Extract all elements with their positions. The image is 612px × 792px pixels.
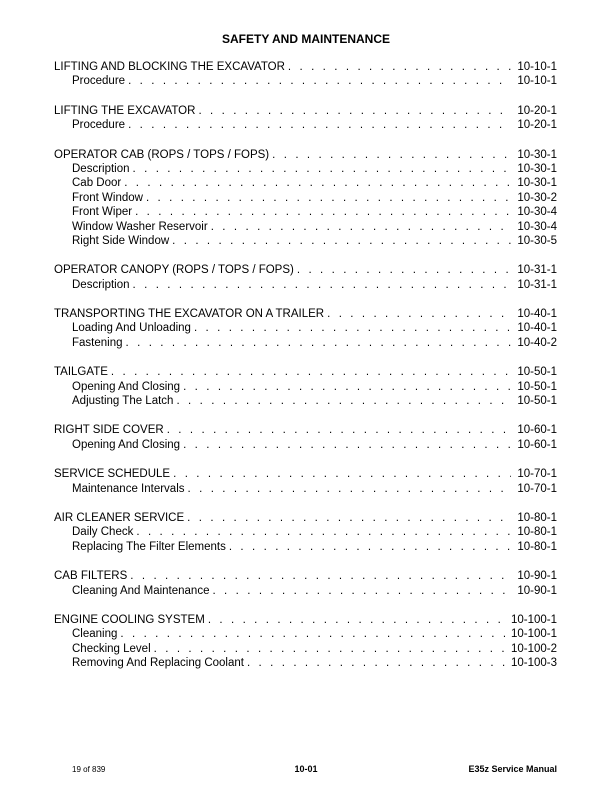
toc-entry-label: Front Window — [72, 191, 143, 204]
dot-leader — [135, 205, 511, 219]
toc-entry-label: Description — [72, 162, 130, 175]
toc-section — [54, 148, 557, 249]
table-of-contents — [54, 60, 557, 686]
dot-leader — [128, 118, 511, 132]
dot-leader — [208, 613, 505, 627]
toc-subentry — [54, 525, 557, 539]
toc-entry-page: 10-100-1 — [510, 628, 557, 641]
toc-entry-page: 10-10-1 — [517, 75, 557, 88]
toc-entry-page: 10-20-1 — [517, 119, 557, 132]
toc-entry-label: Right Side Window — [72, 234, 170, 247]
toc-subentry — [54, 336, 557, 350]
toc-section-heading — [54, 60, 557, 74]
toc-subentry — [54, 482, 557, 496]
toc-entry-page: 10-30-4 — [517, 220, 557, 233]
toc-entry-page: 10-60-1 — [517, 438, 557, 451]
toc-entry-page: 10-70-1 — [517, 482, 557, 495]
toc-entry-label: ENGINE COOLING SYSTEM — [54, 613, 205, 626]
toc-entry-page: 10-30-2 — [517, 191, 557, 204]
toc-section-heading — [54, 569, 557, 583]
toc-section — [54, 307, 557, 350]
dot-leader — [187, 511, 511, 525]
toc-entry-label: Cleaning And Maintenance — [72, 584, 210, 597]
toc-subentry — [54, 394, 557, 408]
toc-entry-page: 10-60-1 — [517, 424, 557, 437]
toc-entry-page: 10-40-1 — [517, 322, 557, 335]
dot-leader — [133, 162, 512, 176]
dot-leader — [188, 482, 512, 496]
toc-section-heading — [54, 263, 557, 277]
toc-entry-page: 10-100-1 — [510, 613, 557, 626]
toc-subentry — [54, 380, 557, 394]
toc-subentry — [54, 74, 557, 88]
toc-subentry — [54, 191, 557, 205]
dot-leader — [146, 191, 511, 205]
toc-entry-label: Procedure — [72, 119, 126, 132]
toc-entry-label: Description — [72, 278, 130, 291]
dot-leader — [133, 278, 512, 292]
dot-leader — [130, 569, 511, 583]
toc-entry-label: Cleaning — [72, 628, 118, 641]
toc-entry-label: Daily Check — [72, 526, 134, 539]
toc-subentry — [54, 176, 557, 190]
toc-subentry — [54, 321, 557, 335]
toc-subentry — [54, 438, 557, 452]
footer-page-count: 19 of 839 — [72, 765, 106, 774]
toc-entry-label: CAB FILTERS — [54, 570, 128, 583]
dot-leader — [176, 394, 511, 408]
toc-section-heading — [54, 613, 557, 627]
dot-leader — [229, 540, 512, 554]
toc-section-heading — [54, 467, 557, 481]
dot-leader — [327, 307, 511, 321]
toc-entry-label: Opening And Closing — [72, 438, 181, 451]
toc-entry-page: 10-80-1 — [517, 540, 557, 553]
toc-entry-label: Fastening — [72, 336, 123, 349]
toc-section-heading — [54, 307, 557, 321]
toc-entry-label: Cab Door — [72, 177, 122, 190]
dot-leader — [111, 365, 511, 379]
toc-subentry — [54, 642, 557, 656]
dot-leader — [124, 176, 511, 190]
toc-entry-label: OPERATOR CANOPY (ROPS / TOPS / FOPS) — [54, 264, 294, 277]
toc-section — [54, 467, 557, 496]
toc-entry-label: Loading And Unloading — [72, 322, 191, 335]
toc-subentry — [54, 278, 557, 292]
toc-section — [54, 263, 557, 292]
toc-section-heading — [54, 148, 557, 162]
dot-leader — [136, 525, 511, 539]
toc-entry-label: Removing And Replacing Coolant — [72, 657, 244, 670]
toc-subentry — [54, 584, 557, 598]
toc-subentry — [54, 656, 557, 670]
dot-leader — [120, 627, 505, 641]
toc-section — [54, 613, 557, 671]
toc-section-heading — [54, 423, 557, 437]
toc-entry-label: AIR CLEANER SERVICE — [54, 511, 185, 524]
dot-leader — [126, 336, 512, 350]
toc-entry-label: LIFTING AND BLOCKING THE EXCAVATOR — [54, 61, 285, 73]
dot-leader — [173, 467, 511, 481]
toc-entry-page: 10-100-3 — [510, 657, 557, 670]
dot-leader — [297, 263, 512, 277]
toc-subentry — [54, 540, 557, 554]
dot-leader — [247, 656, 505, 670]
toc-subentry — [54, 205, 557, 219]
toc-entry-page: 10-30-1 — [517, 162, 557, 175]
dot-leader — [198, 104, 511, 118]
toc-section — [54, 365, 557, 408]
toc-entry-page: 10-100-2 — [510, 642, 557, 655]
dot-leader — [272, 148, 511, 162]
dot-leader — [212, 584, 511, 598]
dot-leader — [194, 321, 511, 335]
toc-entry-page: 10-90-1 — [517, 570, 557, 583]
toc-entry-label: TAILGATE — [54, 366, 108, 379]
toc-entry-page: 10-50-1 — [517, 366, 557, 379]
footer-manual-title: E35z Service Manual — [468, 764, 557, 774]
toc-subentry — [54, 118, 557, 132]
toc-entry-label: OPERATOR CAB (ROPS / TOPS / FOPS) — [54, 148, 270, 161]
toc-section — [54, 60, 557, 89]
toc-entry-page: 10-10-1 — [517, 61, 557, 73]
toc-entry-page: 10-80-1 — [517, 526, 557, 539]
toc-entry-page: 10-30-4 — [517, 206, 557, 219]
toc-subentry — [54, 234, 557, 248]
toc-section-heading — [54, 365, 557, 379]
toc-entry-label: SERVICE SCHEDULE — [54, 468, 171, 481]
toc-subentry — [54, 162, 557, 176]
page-title: SAFETY AND MAINTENANCE — [221, 32, 390, 46]
toc-section — [54, 423, 557, 452]
dot-leader — [211, 220, 512, 234]
toc-entry-label: Procedure — [72, 75, 126, 88]
toc-entry-page: 10-30-1 — [517, 148, 557, 161]
toc-entry-page: 10-31-1 — [517, 278, 557, 291]
dot-leader — [183, 438, 511, 452]
toc-entry-label: Checking Level — [72, 642, 151, 655]
dot-leader — [167, 423, 512, 437]
toc-entry-label: Maintenance Intervals — [72, 482, 185, 495]
dot-leader — [128, 74, 511, 88]
toc-entry-label: RIGHT SIDE COVER — [54, 424, 164, 437]
toc-entry-page: 10-30-1 — [517, 177, 557, 190]
dot-leader — [288, 60, 511, 74]
toc-entry-label: Adjusting The Latch — [72, 395, 174, 408]
toc-entry-page: 10-31-1 — [517, 264, 557, 277]
dot-leader — [183, 380, 511, 394]
toc-section-heading — [54, 104, 557, 118]
toc-entry-page: 10-50-1 — [517, 395, 557, 408]
toc-entry-page: 10-20-1 — [517, 104, 557, 117]
toc-section-heading — [54, 511, 557, 525]
toc-section — [54, 569, 557, 598]
footer-page-number: 10-01 — [294, 764, 318, 774]
toc-entry-page: 10-70-1 — [517, 468, 557, 481]
toc-entry-label: Window Washer Reservoir — [72, 220, 208, 233]
toc-entry-page: 10-40-2 — [517, 336, 557, 349]
toc-entry-label: LIFTING THE EXCAVATOR — [54, 104, 196, 117]
toc-entry-page: 10-80-1 — [517, 511, 557, 524]
toc-entry-page: 10-40-1 — [517, 308, 557, 321]
toc-entry-page: 10-30-5 — [517, 234, 557, 247]
toc-section — [54, 511, 557, 554]
toc-entry-label: Replacing The Filter Elements — [72, 540, 226, 553]
toc-subentry — [54, 627, 557, 641]
dot-leader — [154, 642, 505, 656]
toc-entry-page: 10-90-1 — [517, 584, 557, 597]
toc-section — [54, 104, 557, 133]
toc-entry-label: Opening And Closing — [72, 380, 181, 393]
toc-entry-label: Front Wiper — [72, 206, 133, 219]
toc-subentry — [54, 220, 557, 234]
dot-leader — [172, 234, 511, 248]
toc-entry-label: TRANSPORTING THE EXCAVATOR ON A TRAILER — [54, 308, 325, 321]
toc-entry-page: 10-50-1 — [517, 380, 557, 393]
